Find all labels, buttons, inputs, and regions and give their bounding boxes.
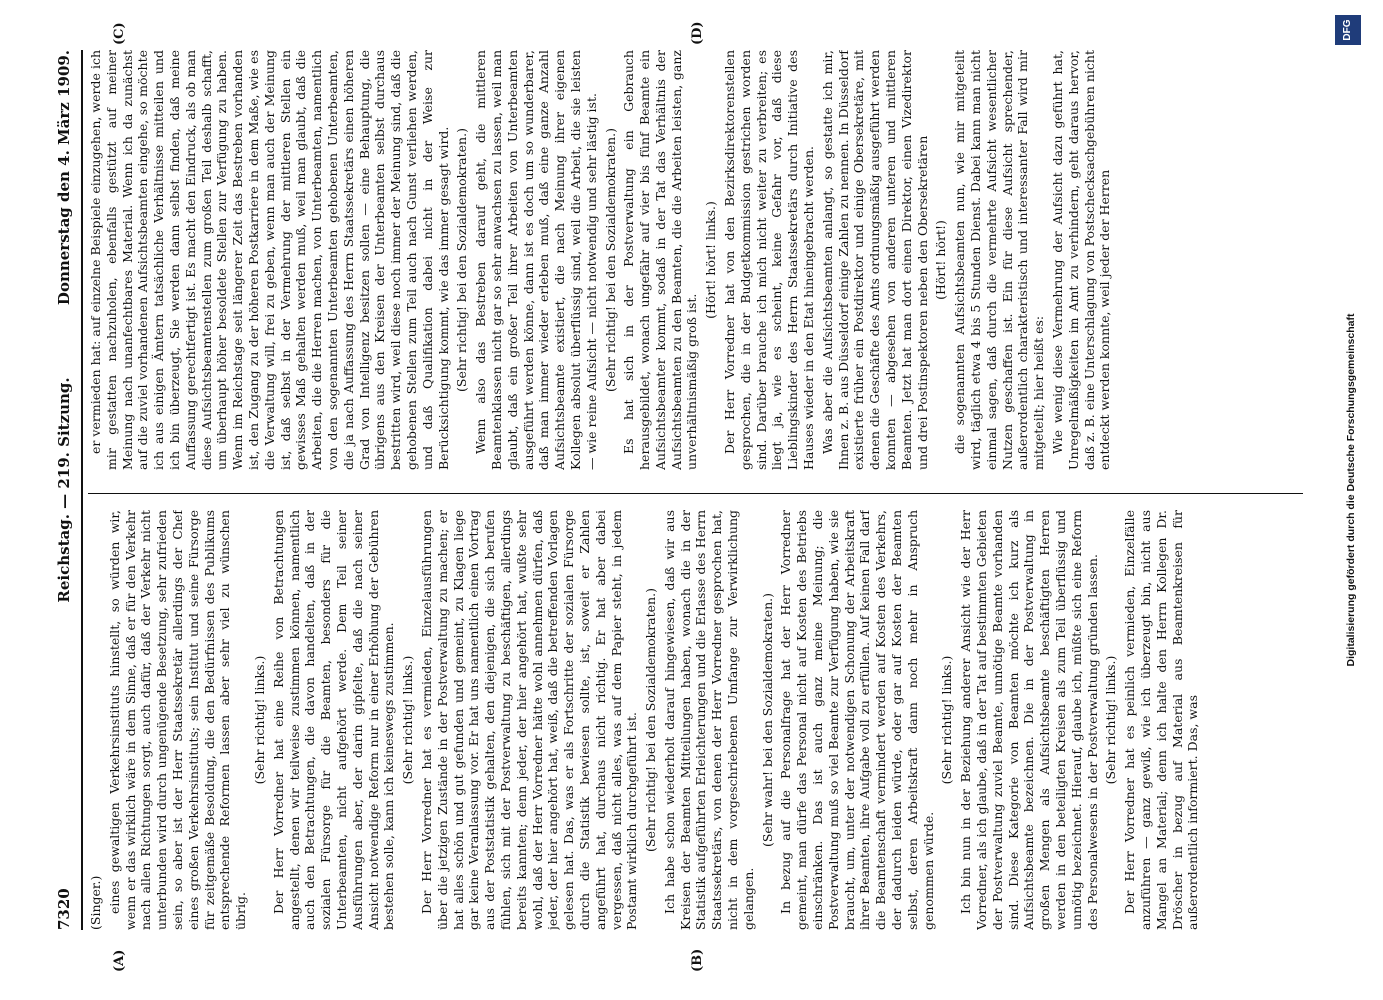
paragraph: (Hört! hört! links.) [703, 201, 719, 319]
paragraph: (Sehr richtig! bei den Sozialdemokraten.) [643, 588, 659, 852]
paragraph: In bezug auf die Personalfrage hat der Herr Vorredner gemeint, man dürfe das Personal nicht auf Kosten des Betriebs einschränken. Das ist auch ganz meine Meinung; die Postverwaltung muß so viel Beamte zur Verfügung haben, wie sie braucht, um, unter der notwendigen Schonung der Arbeitskraft ihrer Beamten, ihre Aufgabe voll zu erfüllen. Auf keinen Fall darf die Beamtenschaft vermindert werden auf Kosten des Verkehrs, der dadurch leiden würde, oder gar auf Kosten der Beamten selbst, deren Arbeitskraft dann noch mehr in Anspruch genommen würde. [778, 510, 936, 930]
paragraph: (Sehr richtig! links.) [251, 655, 267, 785]
paragraph: Wie wenig diese Vermehrung der Aufsicht dazu geführt hat, Unregelmäßigkeiten im Amt zu verhindern, geht daraus hervor, daß z. B. eine Unterschlagung von Postschecksachgebühren nicht entdeckt werden konnte, weil jeder der Herren [1050, 50, 1113, 470]
left-column [88, 510, 1303, 930]
session-title: Reichstag. — 219. Sitzung. [55, 377, 73, 603]
paragraph: eines gewaltigen Verkehrsinstituts hinstellt, so würden wir, wenn er das wirklich wäre in dem Sinne, daß er für den Verkehr nach allen Richtungen sorgt, auch dafür, daß der Verkehr nicht unterbunden wird durch ungenügende Besetzung, sehr zufrieden sein, so aber ist der Herr Staatssekretär allerdings der Chef eines großen Verkehrsinstituts; sein Institut und seine Fürsorge für zeitgemäße Besoldung, die den Bedürfnissen des Publikums entsprechende Reformen lassen aber sehr viel zu wünschen übrig. [106, 510, 249, 930]
paragraph: Der Herr Vorredner hat eine Reihe von Betrachtungen angestellt, denen wir teilweise zustimmen können, namentlich auch den Betrachtungen, die davon handelten, daß in der sozialen Fürsorge für die Beamten, besonders für die Unterbeamten, nicht aufgehört werde. Dem Teil seiner Ausführungen aber, der darin gipfelte, daß die nach seiner Ansicht notwendige Reform nur in einer Erhöhung der Gebühren bestehen solle, kann ich keineswegs zustimmen. [270, 510, 397, 930]
paragraph: Ich habe schon wiederholt darauf hingewiesen, daß wir aus Kreisen der Beamten Mitteilungen haben, wonach die in der Statistik aufgeführten Erleichterungen und die Erlasse des Herrn Staatssekretärs, von denen der Herr Vorredner gesprochen hat, nicht in dem vorgeschriebenen Umfange zur Verwirklichung gelangen. [661, 510, 756, 930]
right-column [88, 50, 1303, 470]
session-date: Donnerstag den 4. März 1909. [55, 50, 73, 306]
paragraph: Ich bin nun in der Beziehung anderer Ansicht wie der Herr Vorredner, als ich glaube, daß in der Tat auf bestimmten Gebieten der Postverwaltung zuviel Beamte, unnötige Beamte vorhanden sind. Diese Kategorie von Beamten möchte ich kurz als Aufsichtsbeamte bezeichnen. Die in der Postverwaltung in großen Mengen als Aufsichtsbeamte beschäftigten Herren werden in den beteiligten Kreisen als zum Teil überflüssig und unnötig bezeichnet. Hierauf, glaube ich, müßte sich eine Reform des Personalwesens in der Postverwaltung gründen lassen. [958, 510, 1100, 930]
paragraph: er vermieden hat: auf einzelne Beispiele einzugehen, werde ich mir gestatten nachzuholen, ebenfalls gestützt auf meiner Meinung nach unanfechtbares Material. Wenn ich da zunächst auf die zuviel vorhandenen Aufsichtsbeamten eingehe, so möchte ich aus einigen Ämtern tatsächliche Verhältnisse mitteilen und ich bin überzeugt, Sie werden dann selbst finden, daß meine Auffassung gerechtfertigt ist. Es macht den Eindruck, als ob man diese Aufsichtsbeamtenstellen zum großen Teil deshalb schafft, um überhaupt höher besoldete Stellen zur Verfügung zu haben. Wenn im Reichstage seit längerer Zeit das Bestreben vorhanden ist, den Zugang zu der höheren Postkarriere in dem Maße, wie es die Verwaltung will, frei zu geben, wenn man auch der Meinung ist, daß selbst in der Vermehrung der mittleren Stellen ein gewisses Maß gehalten werden muß, weil man glaubt, daß die Arbeiten, die die Herren machen, von Unterbeamten, namentlich von den sogenannten Unterbeamten gehobenen Unterbeamten, die ja nach Auffassung des Herrn Staatssekretärs einen höheren Grad von Intelligenz besitzen sollen — eine Behauptung, die übrigens aus den Kreisen der Unterbeamten selbst durchaus bestritten wird, weil diese noch immer der Meinung sind, daß die gehobenen Stellen zum Teil auch nach Gunst verliehen werden, und daß Qualifikation dabei nicht in der Weise zur Berücksichtigung kommt, wie das immer gesagt wird. [88, 50, 451, 470]
paragraph: (Sehr richtig! links.) [939, 655, 955, 785]
column-divider [88, 493, 1303, 494]
margin-marker-d: (D) [690, 21, 705, 45]
paragraph: (Sehr richtig! links.) [400, 655, 416, 785]
page-number: 7320 [55, 888, 73, 930]
paragraph: Wenn also das Bestreben darauf geht, die mittleren Beamtenklassen nicht gar so sehr anwachsen zu lassen, weil man glaubt, daß ein großer Teil ihrer Arbeiten von Unterbeamten ausgeführt werden könne, dann ist es doch um so wunderbarer, daß man immer wieder erleben muß, daß eine ganze Anzahl Aufsichtsbeamte existiert, die nach Meinung ihrer eigenen Kollegen absolut überflüssig sind, weil die Arbeit, die sie leisten — wie reine Aufsicht — nicht notwendig und sehr lästig ist. [473, 50, 599, 470]
paragraph: (Sehr richtig! bei den Sozialdemokraten.) [454, 128, 470, 392]
dfg-logo: DFG [1335, 15, 1361, 45]
paragraph: Der Herr Vorredner hat es vermieden, Einzelausführungen über die jetzigen Zustände in der Postverwaltung zu machen; er hat alles schön und gut gefunden und gemeint, zu Klagen liege gar keine Veranlassung vor. Er hat uns namentlich einen Vortrag aus der Poststatistik gehalten, den diejenigen, die sich berufen fühlen, sich mit der Postverwaltung zu beschäftigen, allerdings bereits kannten; denn jeder, der hier angehört hat, wußte sehr wohl, daß der Herr Vorredner hätte wohl annehmen dürfen, daß jeder, der hier angehört hat, weiß, daß die betreffenden Vorlagen gelesen hat. Das, was er als Fortschritte der sozialen Fürsorge durch die Statistik bewiesen sollte, ist, soweit er Zahlen angeführt hat, durchaus nicht richtig. Er hat aber dabei vergessen, daß nicht alles, was auf dem Papier steht, in jedem Postamt wirklich durchgeführt ist. [418, 510, 640, 930]
digitization-note: Digitalisierung gefördert durch die Deutsche Forschungsgemeinschaft [1345, 313, 1357, 667]
paragraph: die sogenannten Aufsichtsbeamten nun, wie mir mitgeteilt wird, täglich etwa 4 bis 5 Stunden Dienst. Dabei kann man nicht einmal sagen, daß durch die vermehrte Aufsicht wesentlicher Nutzen geschaffen ist. Ein für diese Aufsicht sprechender, außerordentlich charakteristisch und interessanter Fall wird mir mitgeteilt; hier heißt es: [952, 50, 1047, 470]
paragraph: Der Herr Vorredner hat von den Bezirksdirektorenstellen gesprochen, die in der Budgetkommission gestrichen worden sind. Darüber brauche ich mich nicht weiter zu verbreiten; es liegt ja, wie es scheint, keine Gefahr vor, daß diese Lieblingskinder des Herrn Staatssekretärs durch Initiative des Hauses wieder in den Etat hineingebracht werden. [722, 50, 817, 470]
page-header [55, 50, 83, 930]
margin-marker-b: (B) [690, 948, 705, 972]
margin-marker-a: (A) [112, 949, 127, 972]
paragraph: (Sehr wahr! bei den Sozialdemokraten.) [759, 592, 775, 848]
paragraph: (Hört! hört!) [933, 220, 949, 300]
paragraph: (Sehr richtig! links.) [1103, 655, 1119, 785]
paragraph: (Sehr richtig! bei den Sozialdemokraten.) [602, 128, 618, 392]
paragraph: (Singer.) [88, 875, 103, 930]
paragraph: Was aber die Aufsichtsbeamten anlangt, so gestatte ich mir, Ihnen z. B. aus Düsseldorf einige Zahlen zu nennen. In Düsseldorf existierte früher ein Postdirektor und einige Obersekretäre, mit denen die Geschäfte des Amts ordnungsmäßig ausgeführt werden konnten — abgesehen von anderen unteren und mittleren Beamten. Jetzt hat man dort einen Direktor, einen Vizedirektor und drei Postinspektoren neben den Obersekretären [819, 50, 930, 470]
margin-marker-c: (C) [112, 22, 127, 45]
paragraph: Es hat sich in der Postverwaltung ein Gebrauch herausgebildet, wonach ungefähr auf vier bis fünf Beamte ein Aufsichtsbeamter kommt, sodaß in der Tat das Verhältnis der Aufsichtsbeamten zu den Beamten, die die Arbeiten leisten, ganz unverhältnismäßig groß ist. [621, 50, 700, 470]
paragraph: Der Herr Vorredner hat es peinlich vermieden, Einzelfälle anzuführen — ganz gewiß, wie ich überzeugt bin, nicht aus Mangel an Material; denn ich halte den Herrn Kollegen Dr. Dröscher in bezug auf Material aus Beamtenkreisen für außerordentlich informiert. Das, was [1122, 510, 1201, 930]
